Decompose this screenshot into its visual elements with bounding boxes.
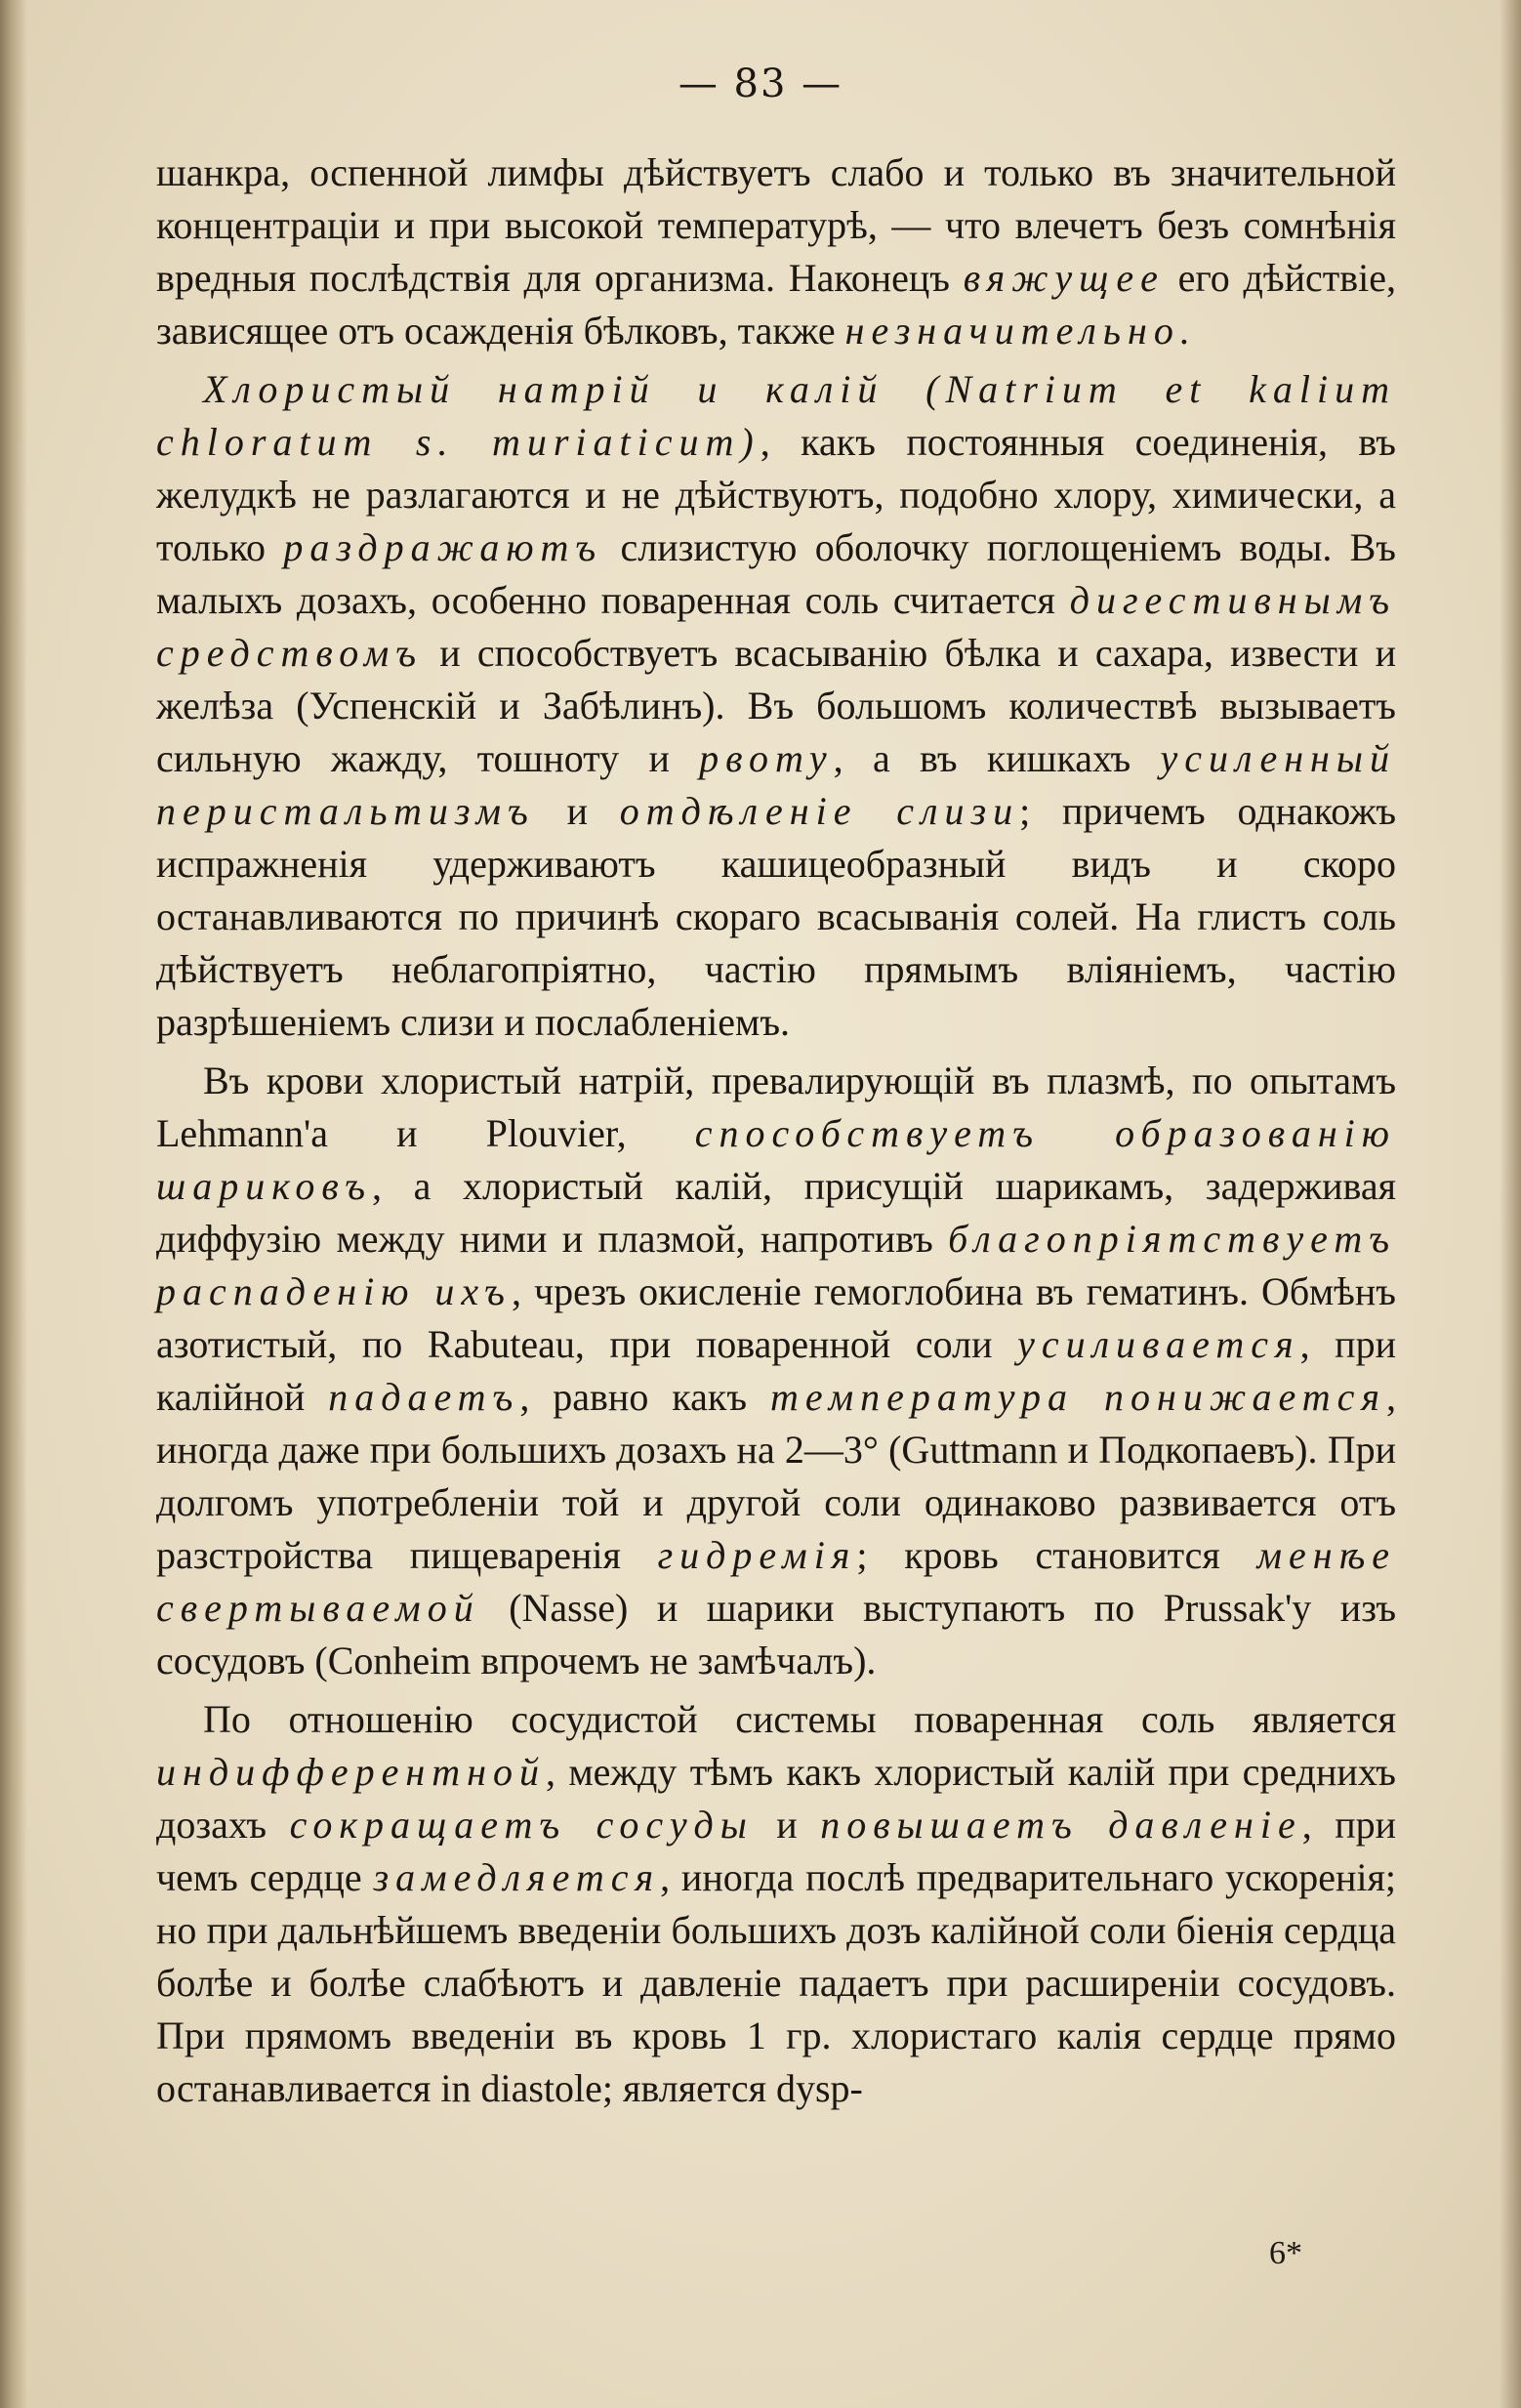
text-run: Въ крови хлористый натрій, превалирующій въ плазмѣ, по опытамъ Lehmann'a и Plouvier, — [156, 1059, 1396, 1155]
text-run: , иногда послѣ предварительнаго ускоренія; но при дальнѣйшемъ введеніи большихъ дозъ калійной соли біенія сердца болѣе и болѣе слабѣютъ и давленіе падаетъ при расширеніи сосудовъ. При прямомъ введеніи въ кровь 1 гр. хлористаго калія сердце прямо останавливается in diastole; является dysp- — [156, 1855, 1396, 2110]
page-edge-left — [0, 0, 27, 2408]
body-text — [156, 146, 1396, 2121]
emphasized-text: гидремія — [657, 1533, 857, 1577]
emphasized-text: незначительно. — [844, 309, 1197, 353]
text-run: , а хлористый калій, присущій шарикамъ, задерживая диффузію между ними и плазмой, напротивъ — [156, 1164, 1396, 1261]
text-run: слизистую оболочку поглощеніемъ воды. Въ малыхъ дозахъ, особенно поваренная соль считается — [156, 525, 1396, 622]
paragraph-2 — [156, 363, 1396, 1049]
text-run: ; кровь становится — [856, 1533, 1257, 1577]
page-number: — 83 — — [678, 62, 843, 106]
emphasized-text: замедляется — [373, 1855, 661, 1899]
text-run: , иногда даже при большихъ дозахъ на 2—3° (Guttmann и Подкопаевъ). При долгомъ употребленіи той и другой соли одинаково развивается отъ разстройства пищеваренія — [156, 1375, 1396, 1577]
text-run: (Nasse) и шарики выступаютъ по Prussak'у изъ сосудовъ (Conheim впрочемъ не замѣчалъ). — [156, 1586, 1396, 1682]
emphasized-text: усиленный перистальтизмъ — [156, 736, 1396, 833]
text-run: и — [534, 789, 620, 833]
text-run: , при калійной — [156, 1322, 1396, 1419]
emphasized-text: усиливается — [1017, 1322, 1300, 1366]
page-edge-right — [1500, 0, 1521, 2408]
paragraph-3 — [156, 1055, 1396, 1687]
emphasized-text: индифферентной — [156, 1750, 546, 1794]
text-run: и — [753, 1803, 821, 1847]
text-run: и способствуетъ всасыванію бѣлка и сахара, извести и желѣза (Успенскій и Забѣлинъ). Въ большомъ количествѣ вызываетъ сильную жажду, тошноту и — [156, 631, 1396, 780]
text-run: его дѣйствіе, зависящее отъ осажденія бѣлковъ, также — [156, 256, 1397, 353]
text-run: , какъ постоянныя соединенія, въ желудкѣ не разлагаются и не дѣйствуютъ, подобно хлору, химически, а только — [156, 420, 1396, 569]
emphasized-text: сокращаетъ сосуды — [289, 1803, 754, 1847]
emphasized-text: благопріятствуетъ распаденію ихъ — [156, 1217, 1396, 1313]
emphasized-text: падаетъ — [328, 1375, 520, 1419]
emphasized-text: дигестивнымъ средствомъ — [156, 578, 1396, 675]
text-run: , а въ кишкахъ — [833, 736, 1161, 780]
signature-mark: 6* — [1269, 2235, 1302, 2271]
text-run: шанкра, оспенной лимфы дѣйствуетъ слабо и только въ значительной концентраціи и при высокой температурѣ, — что влечетъ безъ сомнѣнія вредныя послѣдствія для организма. Наконецъ — [156, 150, 1396, 300]
emphasized-text: Хлористый натрій и калій (Natrium et kalium chloratum s. muriaticum) — [156, 367, 1396, 464]
emphasized-text: повышаетъ давленіе — [820, 1803, 1302, 1847]
text-run: , равно какъ — [519, 1375, 770, 1419]
emphasized-text: менѣе свертываемой — [156, 1533, 1396, 1630]
text-run: , при чемъ сердце — [156, 1803, 1397, 1899]
emphasized-text: температура понижается — [769, 1375, 1386, 1419]
emphasized-text: рвоту — [699, 736, 834, 780]
emphasized-text: вяжущее — [963, 256, 1165, 300]
emphasized-text: раздражаютъ — [283, 525, 603, 569]
paragraph-4 — [156, 1693, 1396, 2115]
emphasized-text: способствуетъ образованію шариковъ — [156, 1111, 1396, 1208]
text-run: ; причемъ однакожъ испражненія удерживаютъ кашицеобразный видъ и скоро останавливаются по причинѣ скораго всасыванія солей. На глистъ соль дѣйствуетъ неблагопріятно, частію прямымъ вліяніемъ, частію разрѣшеніемъ слизи и послабленіемъ. — [156, 789, 1396, 1044]
text-run: , чрезъ окисленіе гемоглобина въ гематинъ. Обмѣнъ азотистый, по Rabuteau, при поваренной соли — [156, 1269, 1396, 1366]
paragraph-1 — [156, 146, 1396, 357]
text-run: , между тѣмъ какъ хлористый калій при среднихъ дозахъ — [156, 1750, 1396, 1847]
emphasized-text: отдѣленіе слизи — [619, 789, 1020, 833]
text-run: По отношенію сосудистой системы поваренная соль является — [203, 1697, 1396, 1741]
